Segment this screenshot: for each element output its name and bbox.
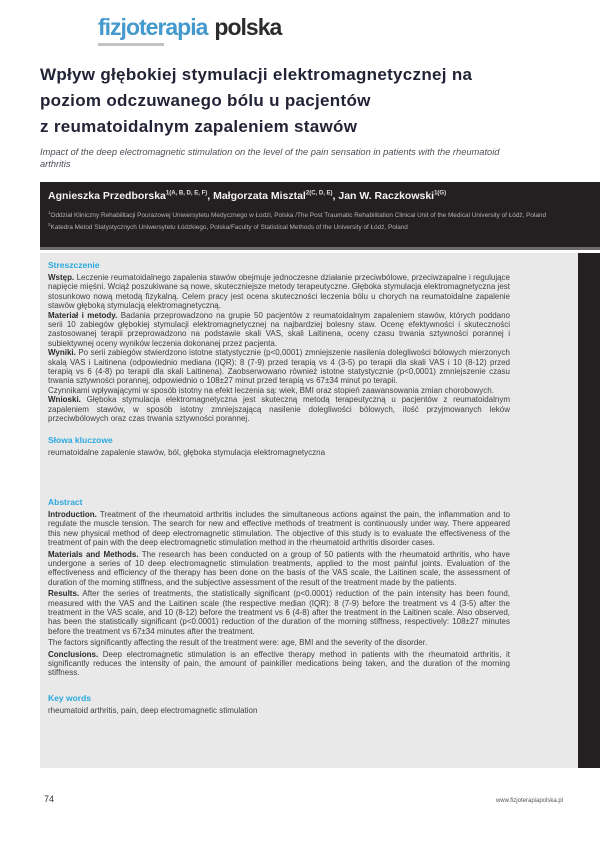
authors-bar (40, 182, 600, 250)
affiliations-block (48, 209, 568, 232)
abstract-heading: Abstract (48, 496, 83, 507)
abstract-paragraph: Materiał i metody. Badania przeprowadzono na grupie 50 pacjentów z reumatoidalnym zapaleniem stawów, których poddano serii 10 zabiegów głębokiej stymulacji elektromagnetycznej na najbardziej bolesny staw. Ocenę efektywności i skuteczności zastosowanej terapii przeprowadzono na podstawie skali VAS, skali Laitinena, oceny czasu trwania sztywności porannej i subiektywnej oceny wyników leczenia dokonanej przez pacjenta. (48, 310, 511, 348)
author-name: Jan W. Raczkowski$^{1(G)}$ (338, 190, 447, 202)
abstracts-panel (40, 253, 600, 768)
journal-logo (98, 14, 281, 40)
panel-side-bar (578, 253, 600, 768)
key-words-heading: Key words (48, 692, 91, 703)
abstract-en-section (48, 497, 510, 715)
streszczenie-heading: Streszczenie (48, 260, 100, 270)
logo-fizjoterapia-text: fizjoterapia (98, 14, 208, 40)
author-names-line (48, 190, 590, 202)
article-title-block (40, 62, 562, 170)
abstract-paragraph: The factors significantly affecting the result of the treatment were: age, BMI and the severity of the disorder. (48, 638, 428, 648)
author-name: Agnieszka Przedborska$^{1(A, B, D, E, F)}$, (48, 190, 214, 202)
article-title-pl-line3: z reumatoidalnym zapaleniem stawów (40, 117, 358, 136)
author-contribution-sup: 1(A, B, D, E, F) (165, 190, 208, 197)
author-contribution-sup: 1(G) (434, 190, 447, 197)
journal-masthead (98, 14, 281, 46)
abstract-pl-section (48, 260, 510, 457)
article-title-pl-line1: Wpływ głębokiej stymulacji elektromagnetycznej na (40, 65, 473, 84)
abstract-paragraph: Wstęp. Leczenie reumatoidalnego zapalenia stawów obejmuje jednoczesne działanie przeciwbólowe, przeciwzapalne i regulujące napięcie mięśni. Wciąż poszukiwane są nowe, skuteczniejsze metody terapeutyczne. Głęboka stymulacja elektromagnetyczna jest stosunkowo nową metodą fizykalną. Celem pracy jest ocena skuteczności leczenia bólu u chorych na reumatoidalne zapalenie stawów głęboką stymulacją elektromagnetyczną. (48, 273, 510, 311)
abstract-paragraph: Wyniki. Po serii zabiegów stwierdzono istotne statystycznie (p<0,0001) zmniejszenie nasilenia dolegliwości bólowych mierzonych skalą VAS i Laitinena (odpowiednio mediana (IQR): 8 (7-9) przed terapią vs 4 (3-5) po terapii dla skali VAS i 10 (8-12) przed terapią vs 6 (4-8) po terapii dla skali Laitinena). Zaobserwowano również istotne statystycznie (p<0,0001) zmniejszenie czasu trwania sztywności porannej, odpowiednio o 108±27 minut przed terapią vs 67±34 minut po terapii. (48, 348, 510, 386)
affiliation: $^2$Katedra Metod Statystycznych Uniwersytetu Łódzkiego, Polska/Faculty of Statistical Methods of the University of Łódź, Poland (48, 222, 408, 232)
abstract-paragraph: Wnioski. Głęboka stymulacja elektromagnetyczna jest skuteczną metodą terapeutyczną u pacjentów z reumatoidalnym zapaleniem stawów, w sposób istotny zmniejszającą nasilenie dolegliwości bólowych, ilość przyjmowanych leków przeciwbólowych oraz czas trwania sztywności porannej. (48, 395, 510, 424)
article-title-pl-line2: poziom odczuwanego bólu u pacjentów (40, 91, 371, 110)
slowa-kluczowe-heading: Słowa kluczowe (48, 434, 113, 445)
keywords-pl: reumatoidalne zapalenie stawów, ból, głęboka stymulacja elektromagnetyczna (48, 447, 326, 457)
journal-url: www.fizjoterapiapolska.pl (495, 798, 563, 804)
logo-tagline (98, 43, 164, 46)
abstract-paragraph: Conclusions. Deep electromagnetic stimulation is an effective therapy method in patients with the rheumatoid arthritis, it significantly reduces the intensity of pain, the amount of painkiller medications being taken, and the duration of the morning stiffness. (48, 649, 510, 678)
page-number: 74 (44, 794, 55, 804)
abstract-paragraph: Czynnikami wpływającymi w sposób istotny na efekt leczenia są: wiek, BMI oraz stopień zaawansowania zmian chorobowych. (48, 385, 494, 395)
article-title-en: Impact of the deep electromagnetic stimulation on the level of the pain sensation in patients with the rheumatoid arthritis (40, 147, 500, 169)
keywords-en: rheumatoid arthritis, pain, deep electromagnetic stimulation (48, 705, 258, 715)
abstract-paragraph: Introduction. Treatment of the rheumatoid arthritis includes the simultaneous actions against the pain, the inflammation and to regulate the muscle tension. The search for new and effective methods of treatment is continuously under way. There appeared this new physical method of deep electromagnetic stimulation. The objective of this study is to evaluate the effectiveness of the treatment of pain with the deep electromagnetic stimulation method in the rheumatoid arthritis disorder cases. (48, 509, 510, 548)
abstract-paragraph: Results. After the series of treatments, the statistically significant (p<0.0001) reduction of the pain intensity has been found, measured with the VAS and the Laitinen scale (the respective median (IQR): 8 (7-9) before the treatment vs 4 (3-5) after the treatment in the VAS scale, and 10 (8-12) before the treatment vs 6 (4-8) after the treatment in the Laitinen scale. Also observed, has been the statistically significant (p<0.0001) reduction of the duration of the morning stiffness, respectively: 108±27 minutes before the treatment vs 67±34 minutes after the treatment. (48, 589, 510, 636)
author-contribution-sup: 2(C, D, E) (305, 190, 333, 197)
abstract-paragraph: Materials and Methods. The research has been conducted on a group of 50 patients with the rheumatoid arthritis, who have undergone a series of 10 deep electromagnetic stimulation treatments, applied to the most painful joints. Evaluation of the effectiveness and efficiency of the therapy has been done on the basis of the VAS scale, the Laitinen scale, the assessment of duration of the morning stiffness, and the subjective assessment of the result of the treatment made by the patients. (48, 549, 511, 587)
keywords-en-block (48, 693, 510, 715)
keywords-pl-block (48, 435, 510, 457)
logo-polska-text: polska (214, 14, 282, 40)
author-name: Małgorzata Misztal$^{2(C, D, E)}$, (213, 190, 339, 202)
affiliation: $^1$Oddział Kliniczny Rehabilitacji Pourazowej Uniwersytetu Medycznego w Łodzi, Polska /The Post Traumatic Rehabilitation Clinical Unit of the Medical University of Łódź, Poland (48, 210, 547, 220)
